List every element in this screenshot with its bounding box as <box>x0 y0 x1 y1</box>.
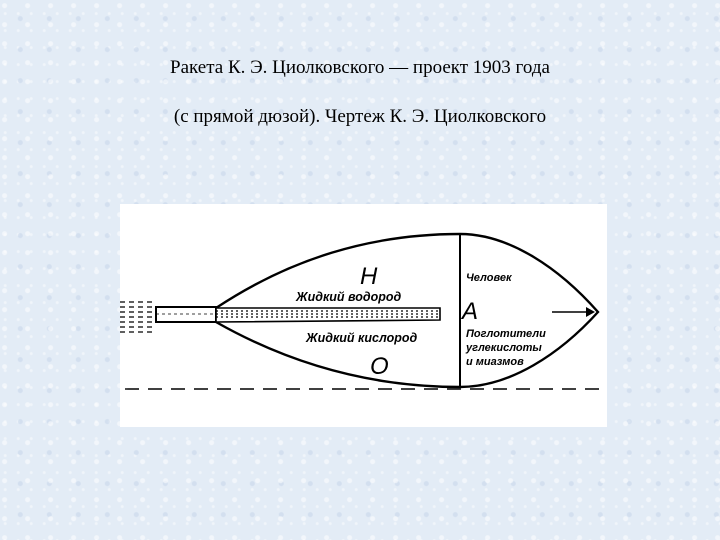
label-liquid-hydrogen: Жидкий водород <box>296 290 402 304</box>
rocket-drawing <box>120 204 607 427</box>
label-liquid-oxygen: Жидкий кислород <box>306 331 418 345</box>
label-crew: Человек <box>466 272 512 284</box>
nozzle <box>156 307 216 322</box>
label-h: H <box>360 263 378 290</box>
label-a: A <box>462 298 479 325</box>
combustion-channel <box>216 308 440 322</box>
slide-title-line-1: Ракета К. Э. Циолковского — проект 1903 года <box>170 57 550 78</box>
label-absorbers-3: и миазмов <box>466 356 524 368</box>
label-absorbers-1: Поглотители <box>466 328 546 340</box>
rocket-diagram-svg <box>120 204 607 427</box>
exhaust-stream <box>120 302 156 332</box>
label-o: O <box>370 353 389 380</box>
label-absorbers-2: углекислоты <box>466 342 542 354</box>
slide-title-line-2: (с прямой дюзой). Чертеж К. Э. Циолковского <box>173 106 547 127</box>
